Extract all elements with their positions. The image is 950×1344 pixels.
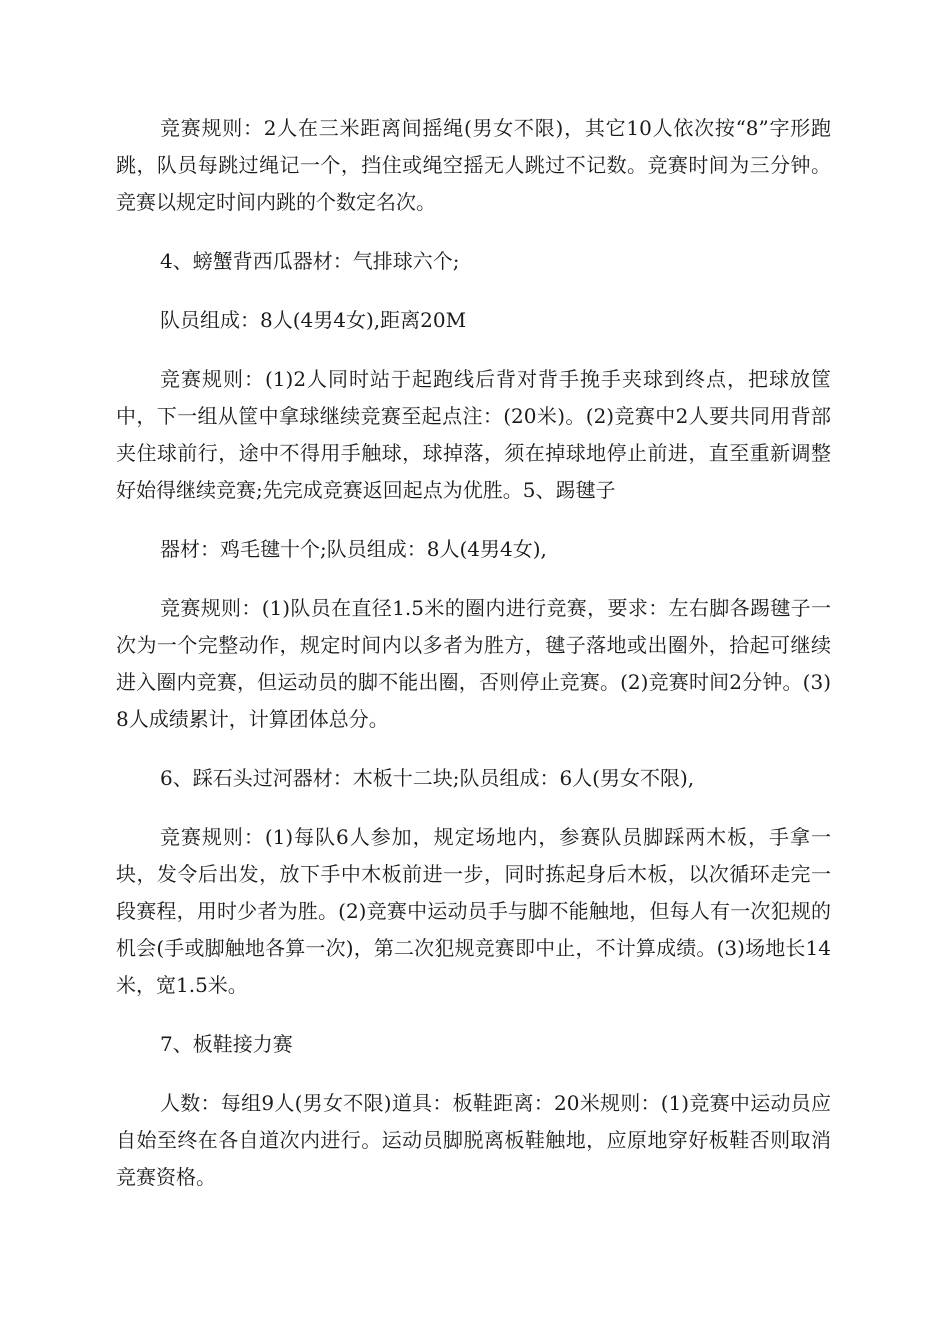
- paragraph-shuttlecock-equipment: 器材：鸡毛毽十个;队员组成：8人(4男4女),: [160, 537, 547, 561]
- paragraph-relay-rules: 人数：每组9人(男女不限)道具：板鞋距离：20米规则：(1)竞赛中运动员应自始至终在各自道次内进行。运动员脚脱离板鞋触地，应原地穿好板鞋否则取消竞赛资格。: [116, 1091, 831, 1189]
- paragraph-shuttlecock-rules: 竞赛规则：(1)队员在直径1.5米的圈内进行竞赛，要求：左右脚各踢毽子一次为一个完整动作，规定时间内以多者为胜方，毽子落地或出圈外，拾起可继续进入圈内竞赛，但运动员的脚不能出圈，否则停止竞赛。(2)竞赛时间2分钟。(3)8人成绩累计，计算团体总分。: [116, 596, 831, 731]
- document-body: [116, 110, 831, 1218]
- paragraph-relay-title: 7、板鞋接力赛: [160, 1032, 293, 1056]
- paragraph-river-equipment: 6、踩石头过河器材：木板十二块;队员组成：6人(男女不限),: [160, 766, 695, 790]
- paragraph-crab-rules: 竞赛规则：(1)2人同时站于起跑线后背对背手挽手夹球到终点，把球放筐中，下一组从筐中拿球继续竞赛至起点注：(20米)。(2)竞赛中2人要共同用背部夹住球前行，途中不得用手触球，球掉落，须在掉球地停止前进，直至重新调整好始得继续竞赛;先完成竞赛返回起点为优胜。5、踢毽子: [116, 367, 831, 502]
- paragraph-crab-equipment: 4、螃蟹背西瓜器材：气排球六个;: [160, 249, 460, 273]
- paragraph-rope-rules: 竞赛规则：2人在三米距离间摇绳(男女不限)，其它10人依次按“8”字形跑跳，队员每跳过绳记一个，挡住或绳空摇无人跳过不记数。竞赛时间为三分钟。竞赛以规定时间内跳的个数定名次。: [116, 116, 831, 214]
- paragraph-crab-team: 队员组成：8人(4男4女),距离20M: [160, 308, 467, 332]
- paragraph-river-rules: 竞赛规则：(1)每队6人参加，规定场地内，参赛队员脚踩两木板，手拿一块，发令后出发，放下手中木板前进一步，同时拣起身后木板，以次循环走完一段赛程，用时少者为胜。(2)竞赛中运动员手与脚不能触地，但每人有一次犯规的机会(手或脚触地各算一次)，第二次犯规竞赛即中止，不计算成绩。(3)场地长14米，宽1.5米。: [116, 825, 831, 997]
